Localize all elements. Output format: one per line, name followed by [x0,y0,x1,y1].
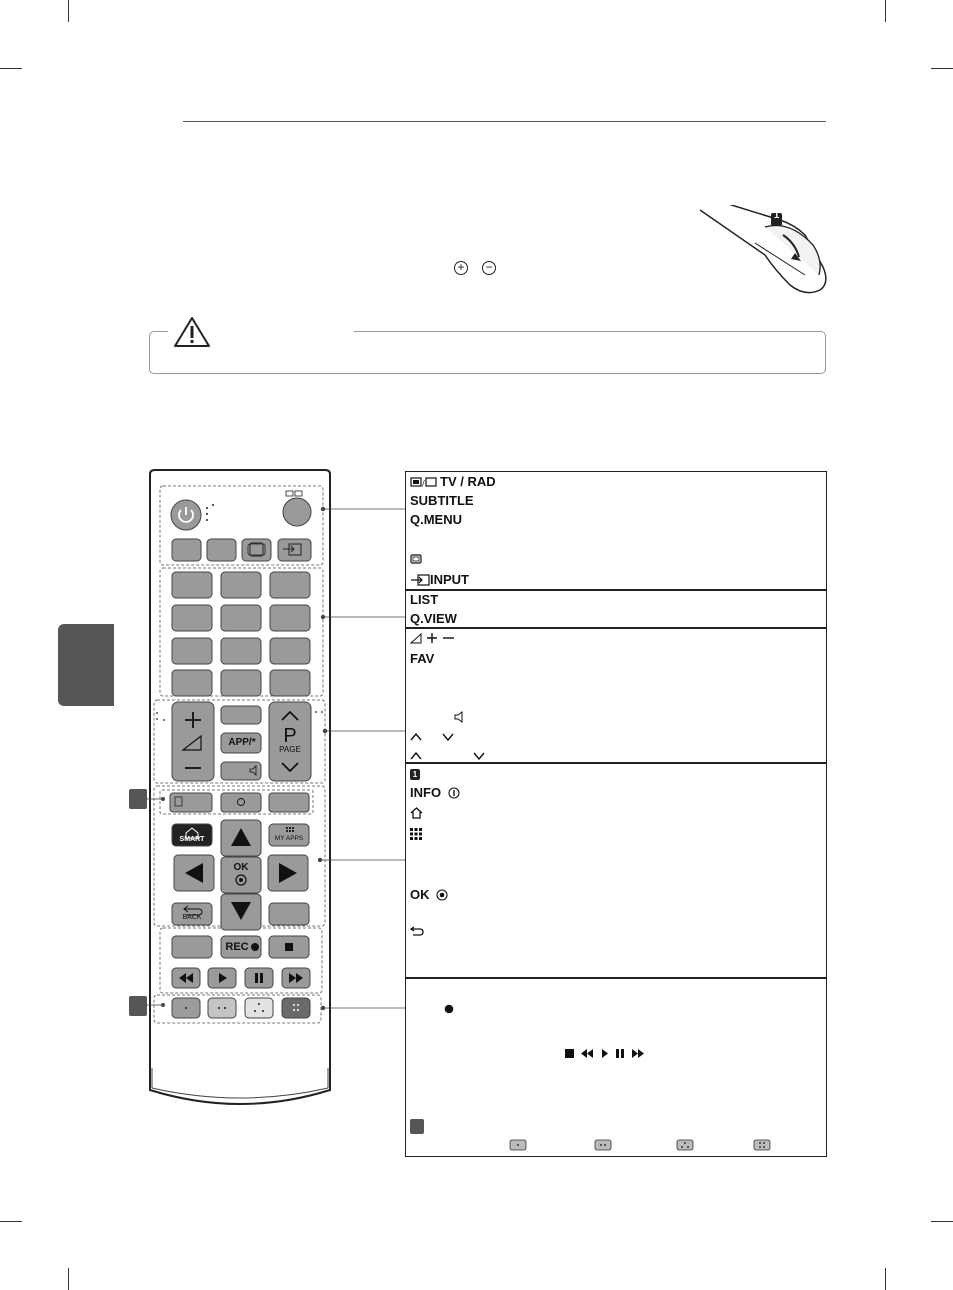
subtitle-label: SUBTITLE [410,493,474,508]
section-divider [406,627,826,629]
aspect-ratio-icon [410,554,422,564]
warning-icon [173,316,211,348]
section-divider [406,589,826,591]
page-up-down-icon [410,750,500,762]
tv-rad-label: TV / RAD [440,474,496,489]
back-button-label: BACK [182,914,202,921]
header-rule [183,121,826,122]
info-icon [448,787,460,799]
rec-button-label: REC [225,941,249,953]
fav-label: FAV [410,651,435,666]
tv-rad-icon [410,476,438,488]
svg-text:/: / [422,479,425,488]
section-tab [58,624,114,706]
p-button-label: P [283,725,297,747]
home-icon [410,807,423,819]
caution-box [149,331,826,374]
q-menu-label: Q.MENU [410,512,462,527]
mute-icon [454,711,466,723]
ok-icon [436,889,448,901]
crop-mark [68,1268,69,1290]
remote-control-illustration [140,466,440,1116]
record-icon [444,1004,454,1014]
smart-button-label: SMART [179,836,205,843]
program-up-down-icon [410,731,460,743]
callout-2-icon [410,1119,424,1134]
list-label: LIST [410,592,439,607]
crop-mark [931,68,953,69]
input-icon [410,574,430,586]
battery-cover-illustration [695,205,835,300]
callout-1-number: 1 [412,770,418,779]
color-keys-icons [509,1139,772,1151]
page-button-label: PAGE [279,745,301,754]
my-apps-icon [410,828,422,840]
ok-label: OK [410,887,430,902]
crop-mark [0,68,22,69]
battery-plus-icon: + [454,261,468,275]
crop-mark [885,1268,886,1290]
input-label: INPUT [430,572,469,587]
crop-mark [68,0,69,22]
app-button-label: APP/* [228,737,256,748]
figure-callout-1: 1 [773,210,780,221]
q-view-label: Q.VIEW [410,611,457,626]
crop-mark [931,1221,953,1222]
info-label: INFO [410,785,442,800]
playback-controls-icons [564,1048,656,1060]
crop-mark [0,1221,22,1222]
section-divider [406,977,826,979]
crop-mark [885,0,886,22]
section-divider [406,762,826,764]
volume-plus-minus-icon [410,632,460,644]
battery-minus-icon: − [482,261,496,275]
ok-button-label: OK [233,862,249,873]
my-apps-button-label: MY APPS [274,835,304,842]
back-icon [410,925,424,937]
button-description-panel [405,471,827,1157]
